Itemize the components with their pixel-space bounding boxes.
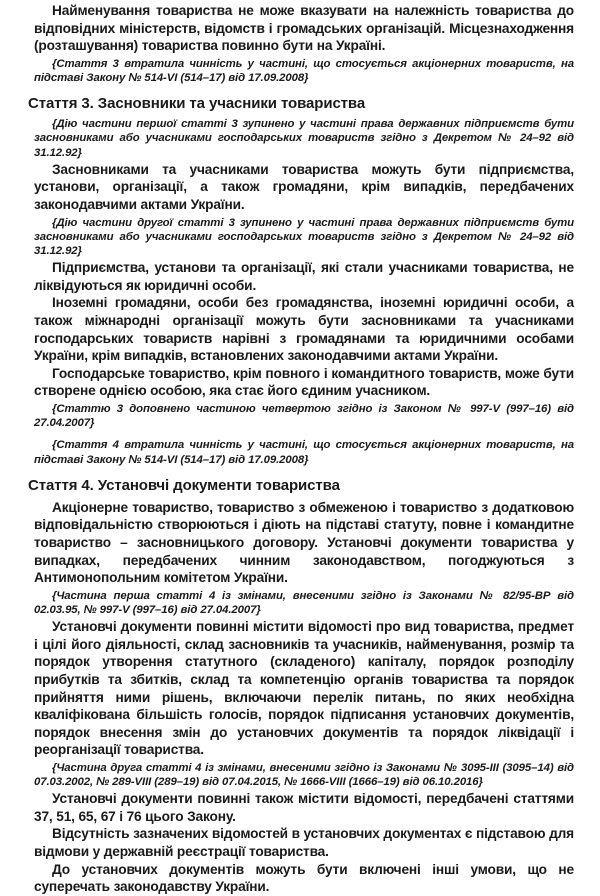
paragraph: Засновниками та учасниками товариства можуть бути підприємства, установи, організації, а також громадяни, крім випадків, передбачених законодавчими актами України.: [34, 161, 574, 212]
paragraph: Підприємства, установи та організації, які стали учасниками товариства, не ліквідуються як юридичні особи.: [34, 260, 574, 293]
paragraph: Іноземні громадяни, особи без громадянства, іноземні юридичні особи, а також міжнародні організації можуть бути засновниками та учасниками господарських товариств нарівні з громадянами та юридичними особами України, крім випадків, встановлених законодавчими актами України.: [34, 295, 574, 364]
article-4-heading: Стаття 4. Установчі документи товариства: [28, 476, 340, 494]
paragraph: Найменування товариства не може вказувати на належність товариства до відповідних міністерств, відомств і громадських організацій. Місцезнаходження (розташування) товариства повинно бути на Україні.: [34, 3, 574, 54]
paragraph: Установчі документи повинні містити відомості про вид товариства, предмет і цілі його діяльності, склад засновників та учасників, найменування, розмір та порядок утворення статутного (складеного) капіталу, порядок розподілу прибутків та збитків, склад та компетенцію органів товариства та порядок прийняття ними рішень, включаючи перелік питань, по яких необхідна кваліфікована більшість голосів, порядок підписання установчих документів, порядок внесення змін до установчих документів та порядок ліквідації і реорганізації товариства.: [34, 619, 574, 758]
amendment-note: {Статтю 3 доповнено частиною четвертою згідно із Законом № 997-V (997–16) від 27.04.2007}: [34, 402, 574, 430]
paragraph: Господарське товариство, крім повного і командитного товариств, може бути створене однією особою, яка стає його єдиним учасником.: [34, 365, 574, 399]
amendment-note: {Частина перша статті 4 із змінами, внесеними згідно із Законами № 82/95-ВР від 02.03.95, № 997-V (997–16) від 27.04.2007}: [34, 589, 574, 616]
amendment-note: {Стаття 3 втратила чинність у частині, що стосується акціонерних товариств, на підставі Закону № 514-VI (514–17) від 17.09.2008}: [34, 57, 574, 84]
paragraph: Установчі документи повинні також містити відомості, передбачені статтями 37, 51, 65, 67 і 76 цього Закону.: [34, 791, 574, 824]
article-3-heading: Стаття 3. Засновники та учасники товариства: [28, 95, 366, 113]
amendment-note: {Дію частини другої статті 3 зупинено у частині права державних підприємств бути засновниками або учасниками господарських товариств згідно з Декретом № 24–92 від 31.12.92}: [34, 216, 574, 257]
paragraph: Відсутність зазначених відомостей в установчих документах є підставою для відмови у державній реєстрації товариства.: [34, 826, 574, 860]
amendment-note: {Частина друга статті 4 із змінами, внесеними згідно із Законами № 3095-III (3095–14) від 07.03.2002, № 289-VIII (289–19) від 07.04.2015, № 1666-VIII (1666–19) від 06.10.2016}: [34, 761, 574, 789]
paragraph: До установчих документів можуть бути включені інші умови, що не суперечать законодавству України.: [34, 861, 574, 895]
amendment-note: {Дію частини першої статті 3 зупинено у частині права державних підприємств бути засновниками або учасниками господарських товариств згідно з Декретом № 24–92 від 31.12.92}: [34, 118, 574, 159]
amendment-note: {Стаття 4 втратила чинність у частині, що стосується акціонерних товариств, на підставі Закону № 514-VI (514–17) від 17.09.2008}: [34, 439, 574, 466]
paragraph: Акціонерне товариство, товариство з обмеженою і товариство з додатковою відповідальністю створюються і діють на підставі статуту, повне і командитне товариство – засновницького договору. Установчі документи товариства у випадках, передбачених чинним законодавством, погоджуються з Антимонопольним комітетом України.: [34, 499, 574, 586]
